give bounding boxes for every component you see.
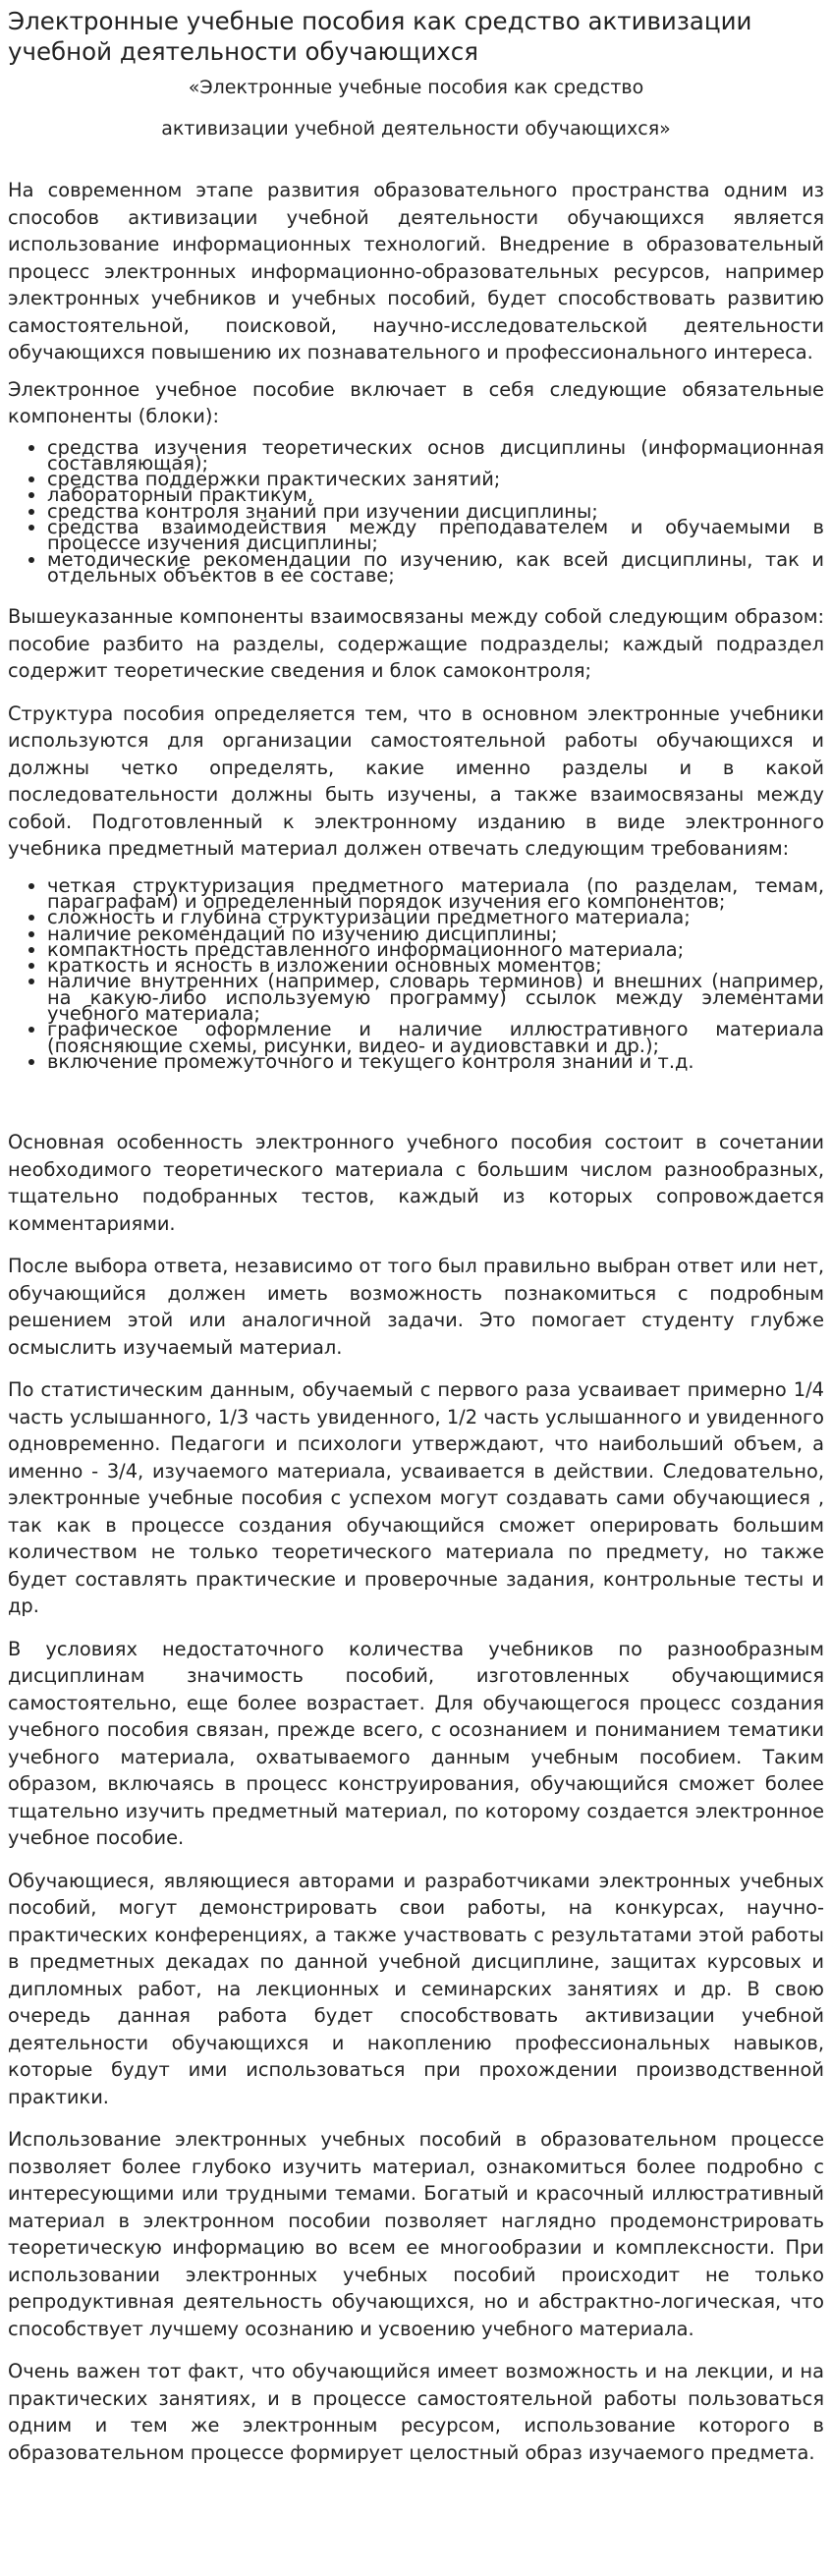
list-item: • графическое оформление и наличие иллюстративного материала (поясняющие схемы, рисунки, видео- и аудиовставки и др.); bbox=[47, 1022, 824, 1054]
list-item: • методические рекомендации по изучению, как всей дисциплины, так и отдельных объектов в ее составе; bbox=[47, 552, 824, 585]
list-item: • четкая структуризация предметного материала (по разделам, темам, параграфам) и определенный порядок изучения его компонентов; bbox=[47, 878, 824, 911]
components-list bbox=[8, 435, 824, 587]
paragraph-conditions: В условиях недостаточного количества учебников по разнообразным дисциплинам значимость пособий, изготовленных обучающимися самостоятельно, еще более возрастает. Для обучающегося процесс создания учебного пособия связан, прежде всего, с осознанием и пониманием тематики учебного материала, охватываемого данным учебным пособием. Таким образом, включаясь в процесс конструирования, обучающийся сможет более тщательно изучить предметный материал, по которому создается электронное учебное пособие. bbox=[8, 1637, 824, 1850]
list-item: • средства контроля знаний при изучении дисциплины; bbox=[47, 504, 824, 520]
list-item: • средства взаимодействия между преподавателем и обучаемыми в процессе изучения дисциплины; bbox=[47, 520, 824, 552]
paragraph-structure: Структура пособия определяется тем, что в основном электронные учебники используются для организации самостоятельной работы обучающихся и должны четко определять, какие именно разделы и в какой последовательности должны быть изучены, а также взаимосвязаны между собой. Подготовленный к электронному изданию в виде электронного учебника предметный материал должен отвечать следующим требованиям: bbox=[8, 701, 824, 861]
paragraph-conclusion: Очень важен тот факт, что обучающийся имеет возможность и на лекции, и на практических занятиях, и в процессе самостоятельной работы пользоваться одним и тем же электронным ресурсом, использование которого в образовательном процессе формирует целостный образ изучаемого предмета. bbox=[8, 2360, 824, 2464]
list-item: • наличие рекомендаций по изучению дисциплины; bbox=[47, 926, 824, 942]
list-item: • краткость и ясность в изложении основных моментов; bbox=[47, 958, 824, 974]
page-title: Электронные учебные пособия как средство активизации учебной деятельности обучающихся bbox=[8, 7, 752, 66]
requirements-list bbox=[8, 873, 824, 1073]
paragraph-intro: На современном этапе развития образовательного пространства одним из способов активизации учебной деятельности обучающихся является использование информационных технологий. Внедрение в образовательный процесс электронных информационно-образовательных ресурсов, например электронных учебников и учебных пособий, будет способствовать развитию самостоятельной, поисковой, научно-исследовательской деятельности обучающихся повышению их познавательного и профессионального интереса. bbox=[8, 179, 824, 364]
list-item: • включение промежуточного и текущего контроля знаний и т.д. bbox=[47, 1054, 824, 1070]
list-item: • лабораторный практикум, bbox=[47, 487, 824, 503]
paragraph-relations: Вышеуказанные компоненты взаимосвязаны между собой следующим образом: пособие разбито на разделы, содержащие подразделы; каждый подраздел содержит теоретические сведения и блок самоконтроля; bbox=[8, 605, 824, 683]
paragraph-statistics: По статистическим данным, обучаемый с первого раза усваивает примерно 1/4 часть услышанного, 1/3 часть увиденного, 1/2 часть услышанного и увиденного одновременно. Педагоги и психологи утверждают, что наибольший объем, а именно - 3/4, изучаемого материала, усваивается в действии. Следовательно, электронные учебные пособия с успехом могут создавать сами обучающиеся , так как в процессе создания обучающийся сможет оперировать большим количеством не только теоретического материала по предмету, но также будет составлять практические и проверочные задания, контрольные тесты и др. bbox=[8, 1378, 824, 1618]
list-item: • наличие внутренних (например, словарь терминов) и внешних (например, на какую-либо используемую программу) ссылок между элементами учебного материала; bbox=[47, 974, 824, 1022]
paragraph-usage: Использование электронных учебных пособий в образовательном процессе позволяет более глубоко изучить материал, ознакомиться более подробно с интересующими или трудными темами. Богатый и красочный иллюстративный материал в электронном пособии позволяет наглядно продемонстрировать теоретическую информацию во всем ее многообразии и комплексности. При использовании электронных учебных пособий происходит не только репродуктивная деятельность обучающихся, но и абстрактно-логическая, что способствует лучшему осознанию и усвоению учебного материала. bbox=[8, 2128, 824, 2340]
paragraph-authors: Обучающиеся, являющиеся авторами и разработчиками электронных учебных пособий, могут демонстрировать свои работы, на конкурсах, научно-практических конференциях, а также участвовать с результатами этой работы в предметных декадах по данной учебной дисциплине, защитах курсовых и дипломных работ, на лекционных и семинарских занятиях и др. В свою очередь данная работа будет способствовать активизации учебной деятельности обучающихся и накоплению профессиональных навыков, которые будут ими использоваться при прохождении производственной практики. bbox=[8, 1869, 824, 2108]
paragraph-feature: Основная особенность электронного учебного пособия состоит в сочетании необходимого теоретического материала с большим числом разнообразных, тщательно подобранных тестов, каждый из которых сопровождается комментариями. bbox=[8, 1131, 824, 1235]
list-item: • средства поддержки практических занятий; bbox=[47, 472, 824, 487]
paragraph-answer: После выбора ответа, независимо от того был правильно выбран ответ или нет, обучающийся должен иметь возможность познакомиться с подробным решением этой или аналогичной задачи. Это помогает студенту глубже осмыслить изучаемый материал. bbox=[8, 1255, 824, 1359]
list-item: • компактность представленного информационного материала; bbox=[47, 942, 824, 958]
subtitle-line-1: «Электронные учебные пособия как средство bbox=[188, 77, 644, 98]
list-item: • сложность и глубина структуризации предметного материала; bbox=[47, 910, 824, 925]
list-item: • средства изучения теоретических основ дисциплины (информационная составляющая); bbox=[47, 440, 824, 473]
document-page bbox=[8, 0, 824, 2466]
subtitle-line-2: активизации учебной деятельности обучающихся» bbox=[161, 118, 671, 140]
paragraph-components: Электронное учебное пособие включает в себя следующие обязательные компоненты (блоки): bbox=[8, 377, 824, 427]
